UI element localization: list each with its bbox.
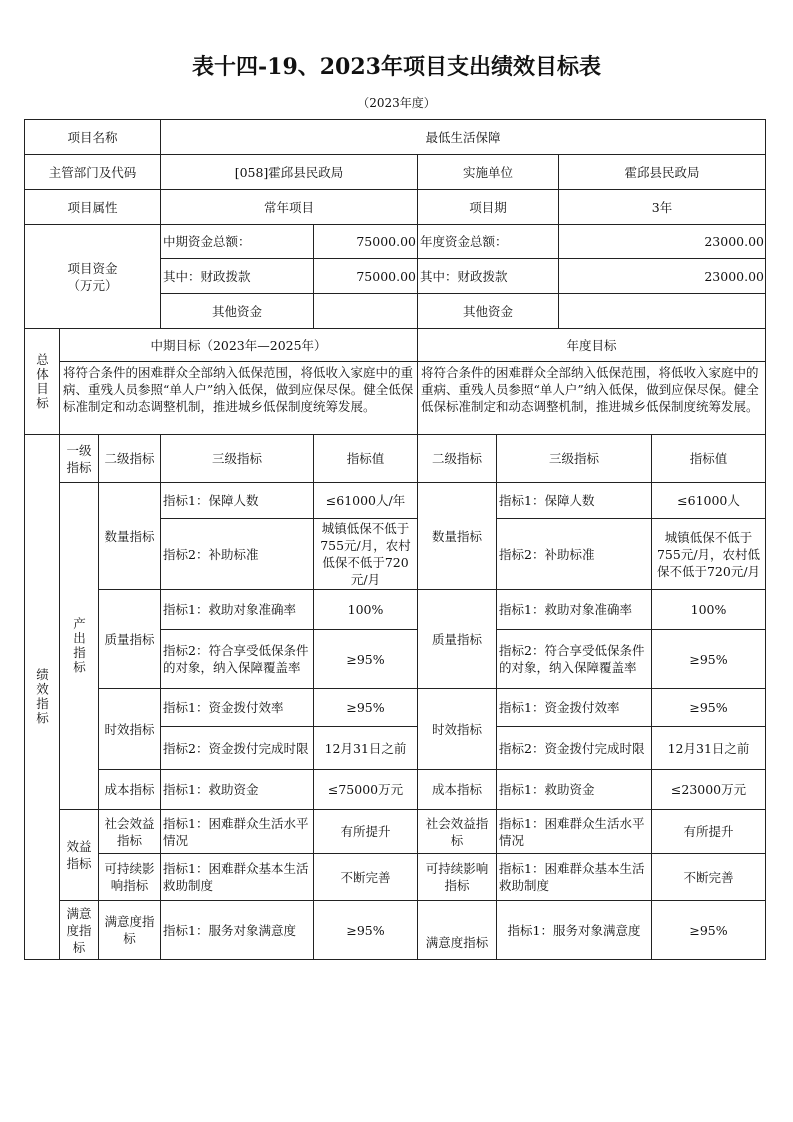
year-l3-cell: 指标2：补助标准 <box>497 519 652 590</box>
table-row <box>25 190 766 225</box>
year-value-cell: ≥95% <box>652 901 766 960</box>
table-row <box>25 770 766 810</box>
l3-cell: 指标2：符合享受低保条件的对象，纳入保障覆盖率 <box>161 630 314 689</box>
year-l3-cell: 指标1：保障人数 <box>497 483 652 519</box>
project-info-table <box>24 119 766 329</box>
mid-total-value: 75000.00 <box>314 225 418 259</box>
year-total-label: 年度资金总额： <box>418 225 559 259</box>
table-row <box>25 590 766 630</box>
fund-label-text: 项目资金 <box>67 260 118 276</box>
year-l2-cell: 数量指标 <box>418 483 497 590</box>
value-cell: ≥95% <box>314 630 418 689</box>
attr-label: 项目属性 <box>25 190 161 225</box>
value-cell: 城镇低保不低于755元/月，农村低保不低于720元/月 <box>314 519 418 590</box>
mid-total-label: 中期资金总额： <box>161 225 314 259</box>
page-subtitle: （2023年度） <box>357 96 436 110</box>
goals-label: 总体目标 <box>25 329 60 435</box>
year-value-cell: 不断完善 <box>652 854 766 901</box>
header-year-value: 指标值 <box>652 435 766 483</box>
year-fiscal-value: 23000.00 <box>559 259 766 294</box>
value-cell: 有所提升 <box>314 810 418 854</box>
value-cell: 不断完善 <box>314 854 418 901</box>
year-value-cell: 有所提升 <box>652 810 766 854</box>
year-l3-cell: 指标1：救助资金 <box>497 770 652 810</box>
header-year-l2: 二级指标 <box>418 435 497 483</box>
year-l3-cell: 指标1：服务对象满意度 <box>497 901 652 960</box>
fund-unit: （万元） <box>67 277 118 293</box>
table-row <box>25 225 766 259</box>
header-l3: 三级指标 <box>161 435 314 483</box>
mid-goal-text: 将符合条件的困难群众全部纳入低保范围，将低收入家庭中的重病、重残人员参照“单人户”纳入低保，做到应保尽保。健全低保标准制定和动态调整机制，推进城乡低保制度统筹发展。 <box>60 362 418 435</box>
year-other-label: 其他资金 <box>418 294 559 329</box>
year-l2-cell: 社会效益指标 <box>418 810 497 854</box>
l2-cell: 成本指标 <box>99 770 161 810</box>
project-name-value: 最低生活保障 <box>161 120 766 155</box>
year-goal-header: 年度目标 <box>418 329 766 362</box>
header-l1: 一级指标 <box>60 435 99 483</box>
year-value-cell: ≥95% <box>652 630 766 689</box>
year-l3-cell: 指标1：救助对象准确率 <box>497 590 652 630</box>
table-row <box>25 362 766 435</box>
year-other-value <box>559 294 766 329</box>
year-fiscal-label: 其中：财政拨款 <box>418 259 559 294</box>
table-row <box>25 810 766 854</box>
dept-value: [058]霍邱县民政局 <box>161 155 418 190</box>
l2-cell: 社会效益指标 <box>99 810 161 854</box>
header-year-l3: 三级指标 <box>497 435 652 483</box>
year-l3-cell: 指标1：资金拨付效率 <box>497 689 652 727</box>
table-row <box>25 854 766 901</box>
year-l2-cell: 满意度指标 <box>418 901 497 960</box>
value-cell: 12月31日之前 <box>314 727 418 770</box>
impl-label: 实施单位 <box>418 155 559 190</box>
year-l3-cell: 指标2：符合享受低保条件的对象，纳入保障覆盖率 <box>497 630 652 689</box>
l1-satisfaction: 满意度指标 <box>60 901 99 960</box>
year-value-cell: ≤23000万元 <box>652 770 766 810</box>
year-l3-cell: 指标2：资金拨付完成时限 <box>497 727 652 770</box>
l3-cell: 指标1：保障人数 <box>161 483 314 519</box>
project-name-label: 项目名称 <box>25 120 161 155</box>
year-l2-cell: 成本指标 <box>418 770 497 810</box>
year-goal-text: 将符合条件的困难群众全部纳入低保范围，将低收入家庭中的重病、重残人员参照“单人户”纳入低保，做到应保尽保。健全低保标准制定和动态调整机制，推进城乡低保制度统筹发展。 <box>418 362 766 435</box>
year-l2-cell: 可持续影响指标 <box>418 854 497 901</box>
l3-cell: 指标1：困难群众生活水平情况 <box>161 810 314 854</box>
period-label: 项目期 <box>418 190 559 225</box>
perf-label: 绩效指标 <box>25 435 60 960</box>
l2-cell: 可持续影响指标 <box>99 854 161 901</box>
l3-cell: 指标2：补助标准 <box>161 519 314 590</box>
year-value-cell: 12月31日之前 <box>652 727 766 770</box>
l3-cell: 指标2：资金拨付完成时限 <box>161 727 314 770</box>
year-l3-cell: 指标1：困难群众生活水平情况 <box>497 810 652 854</box>
l3-cell: 指标1：资金拨付效率 <box>161 689 314 727</box>
l2-cell: 质量指标 <box>99 590 161 689</box>
year-value-cell: 城镇低保不低于755元/月，农村低保不低于720元/月 <box>652 519 766 590</box>
l2-cell: 时效指标 <box>99 689 161 770</box>
table-row <box>25 155 766 190</box>
attr-value: 常年项目 <box>161 190 418 225</box>
table-row <box>25 120 766 155</box>
page-title: 表十四-19、2023年项目支出绩效目标表 <box>192 54 601 80</box>
value-cell: ≤61000人/年 <box>314 483 418 519</box>
table-row <box>25 689 766 727</box>
year-value-cell: ≥95% <box>652 689 766 727</box>
table-row <box>25 901 766 960</box>
header-value: 指标值 <box>314 435 418 483</box>
l3-cell: 指标1：困难群众基本生活救助制度 <box>161 854 314 901</box>
table-row <box>25 483 766 519</box>
value-cell: 100% <box>314 590 418 630</box>
mid-fiscal-value: 75000.00 <box>314 259 418 294</box>
table-row <box>25 329 766 362</box>
l3-cell: 指标1：救助对象准确率 <box>161 590 314 630</box>
header-l2: 二级指标 <box>99 435 161 483</box>
mid-other-label: 其他资金 <box>161 294 314 329</box>
mid-fiscal-label: 其中：财政拨款 <box>161 259 314 294</box>
value-cell: ≤75000万元 <box>314 770 418 810</box>
year-value-cell: 100% <box>652 590 766 630</box>
fund-label <box>25 225 161 329</box>
impl-value: 霍邱县民政局 <box>559 155 766 190</box>
l2-cell: 满意度指标 <box>99 901 161 960</box>
l3-cell: 指标1：服务对象满意度 <box>161 901 314 960</box>
l1-output: 产出指标 <box>60 483 99 810</box>
value-cell: ≥95% <box>314 901 418 960</box>
year-total-value: 23000.00 <box>559 225 766 259</box>
performance-table <box>24 328 766 960</box>
year-l2-cell: 质量指标 <box>418 590 497 689</box>
period-value: 3年 <box>559 190 766 225</box>
year-value-cell: ≤61000人 <box>652 483 766 519</box>
l1-benefit: 效益指标 <box>60 810 99 901</box>
table-row <box>25 435 766 483</box>
year-l2-cell: 时效指标 <box>418 689 497 770</box>
mid-other-value <box>314 294 418 329</box>
mid-goal-header: 中期目标（2023年—2025年） <box>60 329 418 362</box>
l2-cell: 数量指标 <box>99 483 161 590</box>
year-l3-cell: 指标1：困难群众基本生活救助制度 <box>497 854 652 901</box>
value-cell: ≥95% <box>314 689 418 727</box>
l3-cell: 指标1：救助资金 <box>161 770 314 810</box>
dept-label: 主管部门及代码 <box>25 155 161 190</box>
